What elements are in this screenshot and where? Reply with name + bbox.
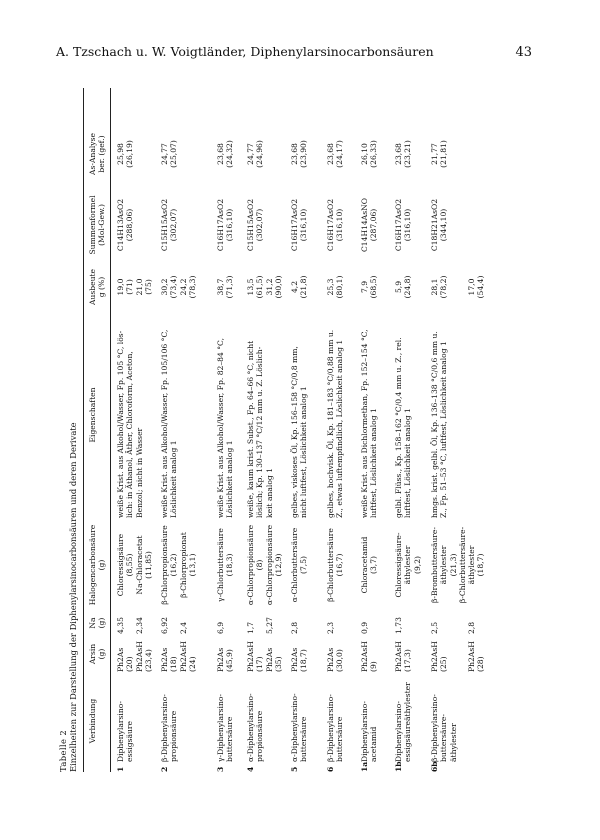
cell-nr: 1b xyxy=(394,761,403,772)
cell-ausbeute: 38,7 (71,3) xyxy=(216,275,235,299)
cell-eigenschaften: weiße Krist. aus Alkohol/Wasser, Fp. 82–84 °C, Löslichkeit analog 1 xyxy=(216,337,235,518)
cell-halogen: β-Chlorpropionsäure (16,2) β-Chlorpropionat (13,1) xyxy=(160,525,197,605)
running-title: A. Tzschach u. W. Voigtländer, Diphenylarsinocarbonsäuren xyxy=(56,44,434,59)
cell-halogen: γ-Chlorbuttersäure (18,3) xyxy=(216,528,235,602)
cell-eigenschaften: weiße Krist. aus Alkohol/Wasser, Fp. 105 °C, lös- lich: in Äthanol, Äther, Chloroform, Aceton, Benzol; nicht in Wasser xyxy=(116,330,144,518)
cell-analyse: 23,68 (24,17) xyxy=(326,140,345,168)
cell-verbindung: γ-Diphenylarsino- buttersäure xyxy=(216,694,235,762)
cell-na: 1,73 xyxy=(394,617,403,634)
cell-halogen: Chloressigsäure- äthylester (9,2) xyxy=(394,532,422,598)
cell-ausbeute: 7,9 (68,5) xyxy=(360,275,379,299)
cell-arsin: Ph2As (30,0) xyxy=(326,647,345,672)
cell-nr: 1a xyxy=(360,761,369,772)
cell-summenformel: C15H15AsO2 (302,07) xyxy=(246,198,265,252)
cell-verbindung: Diphenylarsino- essigsäureäthylester xyxy=(394,682,413,762)
cell-nr: 5 xyxy=(290,766,299,772)
cell-summenformel: C14H14AsNO (287,06) xyxy=(360,198,379,253)
cell-verbindung: α-Diphenylarsino- propionsäure xyxy=(246,693,265,762)
cell-analyse: 26,10 (26,33) xyxy=(360,140,379,168)
cell-verbindung: β-Diphenylarsino- buttersäure- äthylester xyxy=(430,694,458,762)
cell-verbindung: β-Diphenylarsino- propionsäure xyxy=(160,694,179,762)
cell-ausbeute: 13,5 (61,5) 31,2 (90,0) xyxy=(246,275,283,299)
cell-halogen: Chloressigsäure (8,55) Na-Chloracetat (11,85) xyxy=(116,533,153,597)
cell-nr: 3 xyxy=(216,766,225,772)
cell-ausbeute: 25,3 (80,1) xyxy=(326,275,345,299)
table-caption: Einzelheiten zur Darstellung der Diphenylarsinocarbonsäuren und deren Derivate xyxy=(68,422,78,772)
cell-arsin: Ph2AsH (17,3) xyxy=(394,641,413,672)
header-halogencarbonsaeure: Halogencarbonsäure (g) xyxy=(88,524,107,606)
cell-eigenschaften: weiße Krist. aus Alkohol/Wasser, Fp. 105/106 °C, Löslichkeit analog 1 xyxy=(160,329,179,518)
cell-ausbeute: 5,9 (24,8) xyxy=(394,275,413,299)
cell-analyse: 23,68 (23,21) xyxy=(394,140,413,168)
cell-summenformel: C15H15AsO2 (302,07) xyxy=(160,198,179,252)
cell-eigenschaften: hmgs. krist. gelbl. Öl, Kp. 136–138 °C/0,6 mm u. Z., Fp. 51–53 °C, luftfest, Löslichkeit analog 1 xyxy=(430,331,449,518)
header-as-analyse: As-Analyse ber. (gef.) xyxy=(88,133,107,175)
cell-halogen: Chloracetamid (3,7) xyxy=(360,536,379,594)
cell-na: 2,5 2,8 xyxy=(430,621,476,634)
cell-verbindung: Diphenylarsino- essigsäure xyxy=(116,701,135,762)
header-ausbeute: Ausbeute g (%) xyxy=(88,268,107,306)
header-na: Na (g) xyxy=(88,617,107,629)
cell-analyse: 25,98 (26,19) xyxy=(116,140,135,168)
cell-na: 6,92 2,4 xyxy=(160,617,188,634)
rotated-table xyxy=(58,88,538,772)
cell-verbindung: α-Diphenylarsino- buttersäure xyxy=(290,693,309,762)
cell-verbindung: Diphenylarsino- acetamid xyxy=(360,701,379,762)
cell-na: 1,7 5,27 xyxy=(246,617,274,634)
cell-eigenschaften: gelbl. Flüss., Kp. 158–162 °C/0,4 mm u. Z., rel. luftfest, Löslichkeit analog 1 xyxy=(394,337,413,518)
cell-analyse: 24,77 (24,96) xyxy=(246,140,265,168)
table-header-rule xyxy=(110,88,111,772)
cell-arsin: Ph2As (18,7) xyxy=(290,647,309,672)
cell-summenformel: C16H17AsO2 (316,10) xyxy=(326,198,345,252)
header-eigenschaften: Eigenschaften xyxy=(88,387,97,443)
cell-eigenschaften: weiße Krist. aus Dichlormethan, Fp. 152–154 °C, luftfest, Löslichkeit analog 1 xyxy=(360,329,379,518)
cell-summenformel: C16H17AsO2 (316,10) xyxy=(290,198,309,252)
cell-nr: 6b xyxy=(430,761,439,772)
cell-summenformel: C18H21AsO2 (344,10) xyxy=(430,198,449,252)
cell-arsin: Ph2As (18) Ph2AsH (24) xyxy=(160,641,197,672)
cell-arsin: Ph2As (20) Ph2AsH (23,4) xyxy=(116,641,153,672)
cell-nr: 1 xyxy=(116,766,125,772)
cell-arsin: Ph2AsH (17) Ph2As (35) xyxy=(246,641,283,672)
cell-nr: 6 xyxy=(326,766,335,772)
header-arsin: Arsin (g) xyxy=(88,643,107,665)
running-header xyxy=(56,44,532,60)
cell-summenformel: C14H13AsO2 (288,06) xyxy=(116,198,135,252)
cell-arsin: Ph2AsH (9) xyxy=(360,641,379,672)
cell-verbindung: β-Diphenylarsino- buttersäure xyxy=(326,694,345,762)
cell-halogen: α-Chlorpropionsäure (8) α-Chlorpropionsäure (12,9) xyxy=(246,524,283,606)
cell-ausbeute: 28,1 (78,2) 17,0 (54,4) xyxy=(430,275,486,299)
cell-na: 0,9 xyxy=(360,621,369,634)
cell-halogen: β-Chlorbuttersäure (16,7) xyxy=(326,528,345,602)
cell-arsin: Ph2As (45,9) xyxy=(216,647,235,672)
cell-arsin: Ph2AsH (25) Ph2AsH (28) xyxy=(430,641,486,672)
cell-halogen: α-Chlorbuttersäure (7,5) xyxy=(290,527,309,603)
cell-na: 2,8 xyxy=(290,621,299,634)
cell-eigenschaften: gelbes, hochvisk. Öl, Kp. 181–183 °C/0,88 mm u. Z., etwas luftempfindlich, Löslichkeit analog 1 xyxy=(326,329,345,518)
cell-na: 2,3 xyxy=(326,621,335,634)
cell-summenformel: C16H17AsO2 (316,10) xyxy=(394,198,413,252)
table-label: Tabelle 2 xyxy=(58,729,68,772)
cell-summenformel: C16H17AsO2 (316,10) xyxy=(216,198,235,252)
cell-eigenschaften: weiße, kaum krist. Subst., Fp. 64–66 °C, nicht löslich; Kp. 130–137 °C/12 mm u. Z. Löslich- keit analog 1 xyxy=(246,340,274,518)
cell-analyse: 23,68 (23,90) xyxy=(290,140,309,168)
cell-ausbeute: 30,2 (73,4) 24,2 (78,3) xyxy=(160,275,197,299)
cell-na: 4,35 2,34 xyxy=(116,617,144,634)
cell-eigenschaften: gelbes, viskoses Öl, Kp. 156–158 °C/0,8 mm, nicht luftfest, Löslichkeit analog 1 xyxy=(290,346,309,518)
header-summenformel: Summenformel (Mol-Gew.) xyxy=(88,195,107,255)
cell-halogen: β-Brombuttersäure- äthylester (21,3) β-Chlorbuttersäure- äthylester (18,7) xyxy=(430,526,486,604)
cell-nr: 4 xyxy=(246,766,255,772)
cell-ausbeute: 19,0 (71) 21,0 (75) xyxy=(116,278,153,296)
cell-na: 6,9 xyxy=(216,621,225,634)
cell-nr: 2 xyxy=(160,766,169,772)
cell-analyse: 24,77 (25,07) xyxy=(160,140,179,168)
cell-analyse: 23,68 (24,32) xyxy=(216,140,235,168)
header-verbindung: Verbindung xyxy=(88,698,97,744)
cell-analyse: 21,77 (21,81) xyxy=(430,140,449,168)
table-top-rule xyxy=(83,88,84,772)
cell-ausbeute: 4,2 (21,8) xyxy=(290,275,309,299)
page-number: 43 xyxy=(515,45,532,60)
